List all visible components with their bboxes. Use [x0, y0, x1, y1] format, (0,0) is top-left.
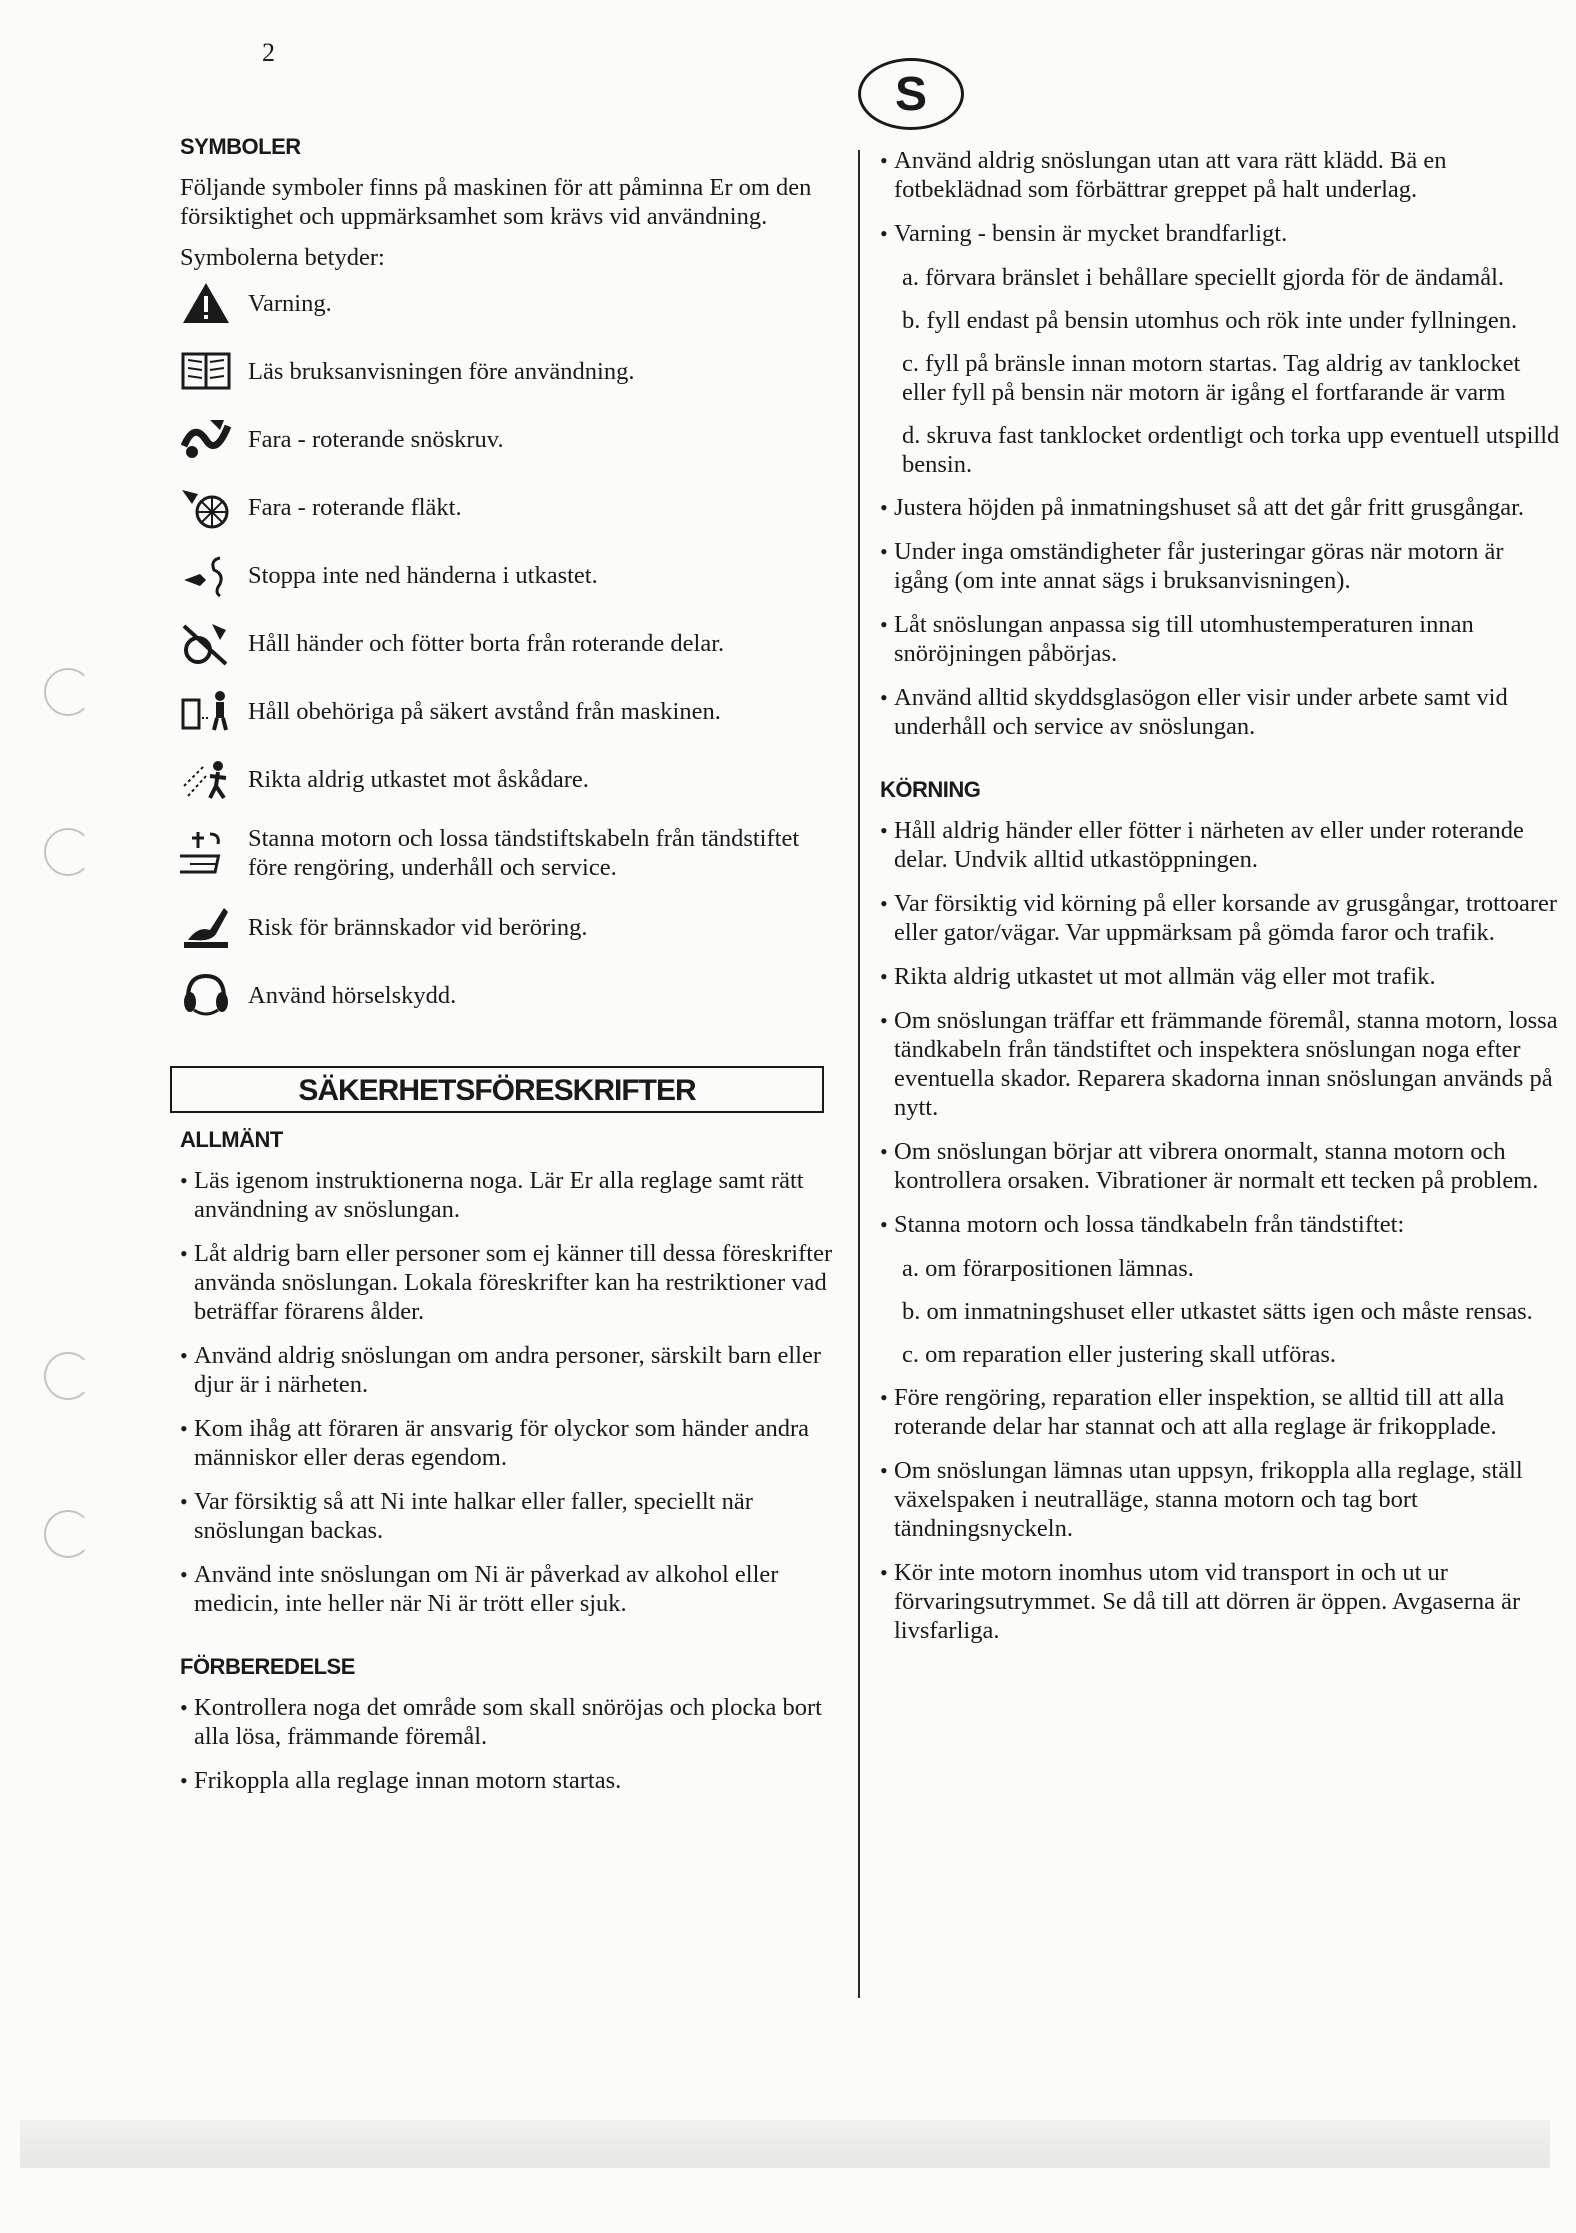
list-item: • Använd inte snöslungan om Ni är påverkad av alkohol eller medicin, inte heller när Ni är trött eller sjuk.	[180, 1561, 779, 1617]
symbol-label: Stanna motorn och lossa tändstiftskabeln från tändstiftet före rengöring, underhåll och service.	[248, 825, 800, 881]
list-item: • Justera höjden på inmatningshuset så att det går fritt grusgångar.	[880, 494, 1525, 521]
list-item: • Om snöslungan träffar ett främmande föremål, stanna motorn, lossa tändkabeln från tändstiftet och inspektera snöslungan noga efter eventuella skador. Reparera skadorna innan snöslungan används på nytt.	[880, 1007, 1558, 1121]
symbol-label: Håll obehöriga på säkert avstånd från maskinen.	[248, 697, 721, 725]
spark-plug-icon	[180, 830, 232, 876]
symbol-label: Läs bruksanvisningen före användning.	[248, 357, 635, 385]
sub-item: d. skruva fast tanklocket ordentligt och torka upp eventuell utspilld bensin.	[902, 422, 1560, 478]
scan-edge	[20, 2120, 1550, 2168]
list-item: • Låt aldrig barn eller personer som ej känner till dessa föreskrifter använda snöslungan. Lokala föreskrifter kan ha restriktioner vad beträffar förarens ålder.	[180, 1240, 833, 1325]
list-item: • Kör inte motorn inomhus utom vid transport in och ut ur förvaringsutrymmet. Se då till att dörren är öppen. Avgaserna är livsfarliga.	[880, 1559, 1521, 1644]
sub-item: a. om förarpositionen lämnas.	[902, 1255, 1194, 1282]
sub-item: b. fyll endast på bensin utomhus och rök inte under fyllningen.	[902, 307, 1518, 334]
list-item: • Låt snöslungan anpassa sig till utomhustemperaturen innan snöröjningen påbörjas.	[880, 611, 1474, 667]
binder-hole	[44, 1510, 92, 1558]
list-item: • Läs igenom instruktionerna noga. Lär Er alla reglage samt rätt användning av snöslungan.	[180, 1167, 804, 1223]
right-column	[880, 146, 1560, 1660]
symbols-heading: SYMBOLER	[180, 134, 301, 159]
symbol-row	[180, 280, 840, 326]
page-number: 2	[262, 38, 275, 67]
language-badge: S	[858, 58, 964, 130]
symbol-label: Använd hörselskydd.	[248, 981, 457, 1009]
symbol-row	[180, 972, 840, 1018]
column-divider	[858, 150, 860, 1998]
list-item: • Var försiktig vid körning på eller korsande av grusgångar, trottoarer eller gator/vägar. Var uppmärksam på gömda faror och trafik.	[880, 890, 1558, 946]
rotating-auger-icon	[180, 416, 232, 462]
symbol-row	[180, 688, 840, 734]
list-item: • Före rengöring, reparation eller inspektion, se alltid till att alla roterande delar har stannat och att alla reglage är frikopplade.	[880, 1384, 1505, 1440]
sub-item: c. om reparation eller justering skall utföras.	[902, 1341, 1337, 1368]
list-item: • Rikta aldrig utkastet ut mot allmän väg eller mot trafik.	[880, 963, 1436, 990]
symbol-row	[180, 756, 840, 802]
binder-hole	[44, 828, 92, 876]
symbol-row	[180, 416, 840, 462]
symbols-meaning: Symbolerna betyder:	[180, 244, 385, 271]
list-item: • Använd aldrig snöslungan utan att vara rätt klädd. Bä en fotbeklädnad som förbättrar greppet på halt underlag.	[880, 147, 1447, 203]
list-item: • Använd aldrig snöslungan om andra personer, särskilt barn eller djur är i närheten.	[180, 1342, 821, 1398]
symbols-intro: Följande symboler finns på maskinen för att påminna Er om den försiktighet och uppmärksamhet som krävs vid användning.	[180, 174, 812, 230]
sub-item: c. fyll på bränsle innan motorn startas. Tag aldrig av tanklocket eller fyll på bensin när motorn är igång el fortfarande är varm	[902, 350, 1521, 406]
list-item: • Frikoppla alla reglage innan motorn startas.	[180, 1767, 622, 1794]
general-heading: ALLMÄNT	[180, 1127, 283, 1152]
hand-in-chute-icon	[180, 552, 232, 598]
preparation-heading: FÖRBEREDELSE	[180, 1654, 355, 1679]
symbol-label: Stoppa inte ned händerna i utkastet.	[248, 561, 598, 589]
warning-triangle-icon	[180, 280, 232, 326]
discharge-icon	[180, 756, 232, 802]
list-item: • Håll aldrig händer eller fötter i närheten av eller under roterande delar. Undvik alltid utkastöppningen.	[880, 817, 1524, 873]
symbol-row	[180, 348, 840, 394]
rotating-fan-icon	[180, 484, 232, 530]
sub-item: a. förvara bränslet i behållare speciellt gjorda för de ändamål.	[902, 264, 1505, 291]
list-item: • Om snöslungan lämnas utan uppsyn, frikoppla alla reglage, ställ växelspaken i neutralläge, stanna motorn och tag bort tändningsnyckeln.	[880, 1457, 1523, 1542]
symbol-label: Håll händer och fötter borta från roterande delar.	[248, 629, 725, 657]
symbol-label: Fara - roterande fläkt.	[248, 493, 462, 521]
symbol-row	[180, 552, 840, 598]
left-column	[180, 132, 840, 1810]
list-item: • Stanna motorn och lossa tändkabeln från tändstiftet:	[880, 1211, 1405, 1238]
list-item: • Använd alltid skyddsglasögon eller visir under arbete samt vid underhåll och service av snöslungan.	[880, 684, 1508, 740]
list-item: • Kom ihåg att föraren är ansvarig för olyckor som händer andra människor eller deras egendom.	[180, 1415, 809, 1471]
symbol-label: Varning.	[248, 289, 332, 317]
sub-item: b. om inmatningshuset eller utkastet sätts igen och måste rensas.	[902, 1298, 1533, 1325]
hands-feet-icon	[180, 620, 232, 666]
symbol-row	[180, 484, 840, 530]
list-item: • Under inga omständigheter får justeringar göras när motorn är igång (om inte annat sägs i bruksanvisningen).	[880, 538, 1504, 594]
safety-rules-title: SÄKERHETSFÖRESKRIFTER	[170, 1066, 824, 1113]
symbol-label: Rikta aldrig utkastet mot åskådare.	[248, 765, 589, 793]
symbol-label: Risk för brännskador vid beröring.	[248, 913, 588, 941]
list-item: • Varning - bensin är mycket brandfarligt.	[880, 220, 1288, 247]
book-icon	[180, 348, 232, 394]
symbol-label: Fara - roterande snöskruv.	[248, 425, 504, 453]
binder-hole	[44, 668, 92, 716]
list-item: • Kontrollera noga det område som skall snöröjas och plocka bort alla lösa, främmande föremål.	[180, 1694, 822, 1750]
operation-heading: KÖRNING	[880, 777, 981, 802]
symbol-row	[180, 620, 840, 666]
hot-surface-icon	[180, 904, 232, 950]
list-item: • Var försiktig så att Ni inte halkar eller faller, speciellt när snöslungan backas.	[180, 1488, 753, 1544]
binder-hole	[44, 1352, 92, 1400]
symbol-row	[180, 824, 840, 882]
symbol-row	[180, 904, 840, 950]
list-item: • Om snöslungan börjar att vibrera onormalt, stanna motorn och kontrollera orsaken. Vibrationer är normalt ett tecken på problem.	[880, 1138, 1539, 1194]
ear-protection-icon	[180, 972, 232, 1018]
bystander-icon	[180, 688, 232, 734]
